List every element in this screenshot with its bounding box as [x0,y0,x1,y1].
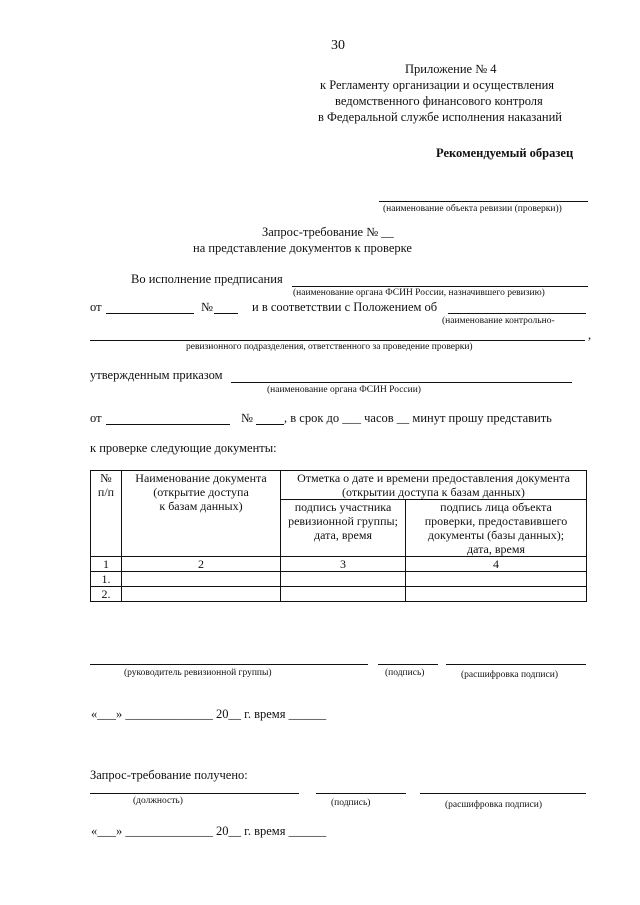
from-label-2: от [90,411,102,425]
position-caption: (должность) [133,796,183,806]
page-number: 30 [331,38,345,53]
subdivision-line [90,340,585,341]
table-cell[interactable] [406,587,587,602]
head-decode-caption: (расшифровка подписи) [461,670,558,680]
table-cell[interactable] [122,572,281,587]
sample-label: Рекомендуемый образец [436,146,574,160]
revision-caption: ревизионного подразделения, ответственного за проведение проверки) [186,342,473,352]
approved-label: утвержденным приказом [90,368,223,382]
comma: , [588,328,592,342]
table-cell[interactable] [281,572,406,587]
order-line [231,382,572,383]
fsin-caption: (наименование органа ФСИН России, назначившего ревизию) [293,288,545,298]
received-decode-caption: (расшифровка подписи) [445,800,542,810]
fsin-caption-2: (наименование органа ФСИН России) [267,385,421,395]
column-number: 1 [91,557,122,572]
header-number: № п/п [91,471,122,557]
row-number: 2. [91,587,122,602]
column-numbers-row [91,557,587,572]
head-line [90,664,368,665]
head-decode-line [446,664,586,665]
received-decode-line [420,793,586,794]
received-sign-line [316,793,406,794]
regulation-line [448,313,586,314]
head-caption: (руководитель ревизионной группы) [124,668,272,678]
number-sign: № [201,300,213,314]
accordance-label: и в соответствии с Положением об [252,300,438,314]
number-line [214,313,238,314]
date-line-1: «___» ______________ 20__ г. время ______ [91,707,327,721]
from-date-line-2 [106,424,230,425]
head-sign-caption: (подпись) [385,668,425,678]
table-cell[interactable] [122,587,281,602]
number-line-2 [256,424,284,425]
table-cell[interactable] [281,587,406,602]
pursuant-label: Во исполнение предписания [131,272,283,286]
received-label: Запрос-требование получено: [90,768,248,782]
object-caption: (наименование объекта ревизии (проверки)) [383,204,562,214]
number-sign-2: № [241,411,253,425]
table-row [91,587,587,602]
appendix-title: Приложение № 4 [405,62,497,76]
header-object-person: подпись лица объекта проверки, предоставившего документы (базы данных); дата, время [406,500,587,557]
header-mark: Отметка о дате и времени предоставления документа (открытии доступа к базам данных) [281,471,587,500]
table-row [91,572,587,587]
header-group-member: подпись участника ревизионной группы; дата, время [281,500,406,557]
head-sign-line [378,664,438,665]
control-caption: (наименование контрольно- [442,316,555,326]
fsin-line [292,286,588,287]
column-number: 2 [122,557,281,572]
date-line-2: «___» ______________ 20__ г. время ______ [91,824,327,838]
appendix-line-1: к Регламенту организации и осуществления [320,78,555,92]
received-sign-caption: (подпись) [331,798,371,808]
appendix-line-3: в Федеральной службе исполнения наказаний [318,110,562,124]
position-line [90,793,299,794]
appendix-line-2: ведомственного финансового контроля [335,94,543,108]
from-date-line [106,313,194,314]
table-cell[interactable] [406,572,587,587]
from-label: от [90,300,102,314]
object-line [379,201,588,202]
deadline-text: , в срок до ___ часов __ минут прошу представить [284,411,552,425]
header-document-name: Наименование документа (открытие доступа к базам данных) [122,471,281,557]
request-subtitle: на представление документов к проверке [193,241,412,255]
row-number: 1. [91,572,122,587]
column-number: 3 [281,557,406,572]
column-number: 4 [406,557,587,572]
docs-intro: к проверке следующие документы: [90,441,277,455]
documents-table [90,470,587,602]
request-title: Запрос-требование № __ [262,225,394,239]
